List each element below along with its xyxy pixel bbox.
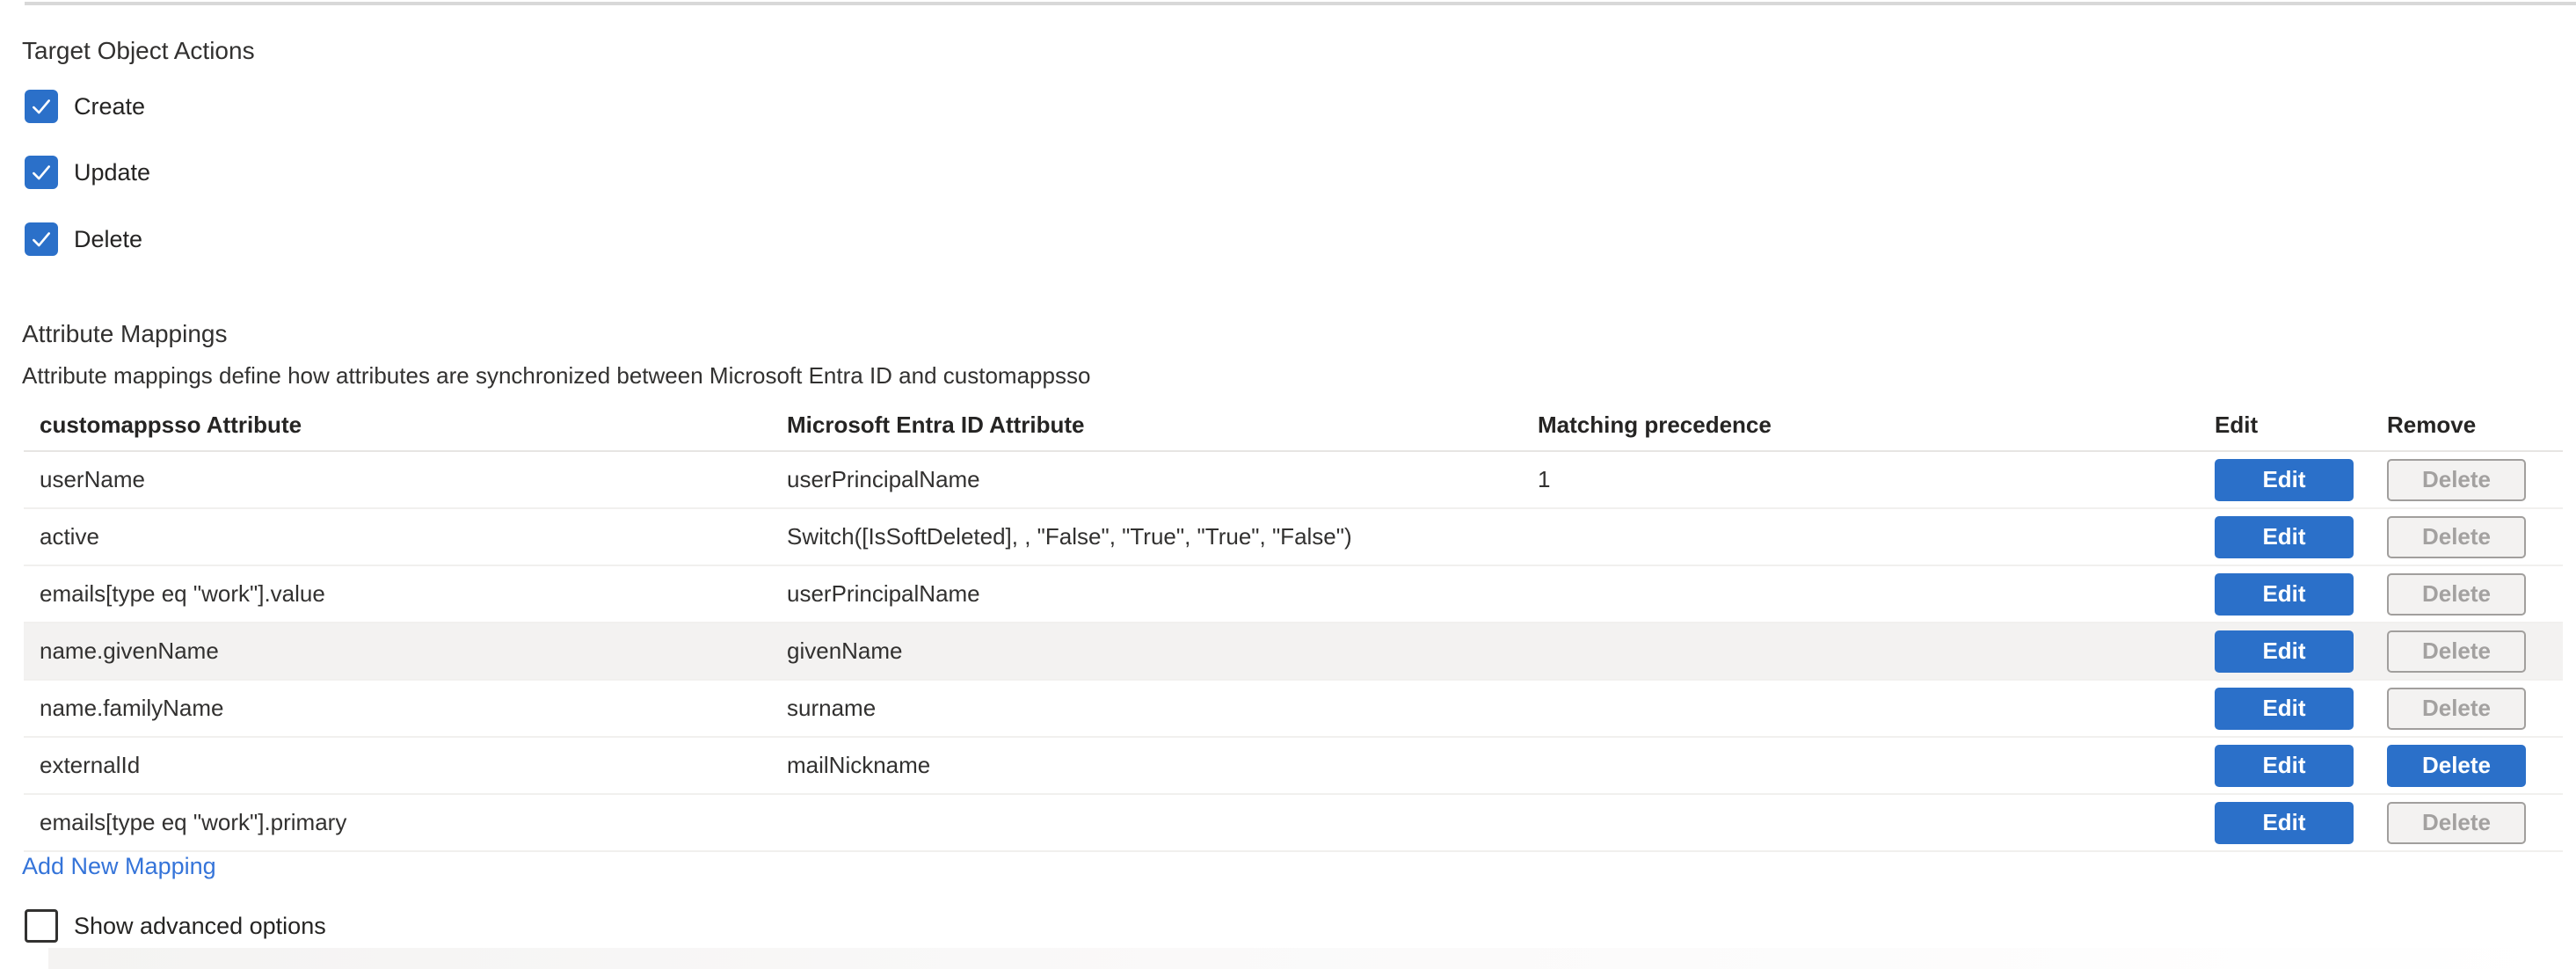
app-attribute-cell: emails[type eq "work"].value: [40, 580, 325, 607]
entra-attribute-cell: userPrincipalName: [787, 466, 980, 492]
delete-button: Delete: [2387, 688, 2526, 730]
column-header-app-attribute: customappsso Attribute: [40, 411, 302, 438]
top-divider: [25, 2, 2576, 5]
target-object-actions-title: Target Object Actions: [22, 37, 255, 64]
column-header-matching-precedence: Matching precedence: [1538, 411, 1772, 438]
edit-button[interactable]: Edit: [2215, 516, 2354, 558]
table-row[interactable]: [24, 795, 2563, 852]
edit-button[interactable]: Edit: [2215, 630, 2354, 673]
app-attribute-cell: externalId: [40, 752, 141, 778]
edit-button[interactable]: Edit: [2215, 745, 2354, 787]
checkbox-update[interactable]: [25, 156, 150, 189]
checkbox-delete[interactable]: [25, 222, 142, 256]
column-header-remove: Remove: [2387, 411, 2477, 438]
show-advanced-options-checkbox[interactable]: [25, 909, 58, 943]
edit-button[interactable]: Edit: [2215, 688, 2354, 730]
table-row[interactable]: [24, 738, 2563, 795]
delete-button: Delete: [2387, 516, 2526, 558]
app-attribute-cell: userName: [40, 466, 145, 492]
entra-attribute-cell: surname: [787, 695, 877, 721]
attribute-mappings-table: [24, 399, 2563, 852]
attribute-mappings-title: Attribute Mappings: [22, 320, 228, 347]
table-row[interactable]: [24, 566, 2563, 623]
column-header-edit: Edit: [2215, 411, 2259, 438]
delete-button: Delete: [2387, 630, 2526, 673]
checkbox-label: Create: [74, 92, 146, 120]
checkbox-create[interactable]: [25, 90, 145, 123]
entra-attribute-cell: givenName: [787, 638, 903, 664]
edit-button[interactable]: Edit: [2215, 459, 2354, 501]
edit-button[interactable]: Edit: [2215, 573, 2354, 616]
matching-precedence-cell: 1: [1538, 466, 1551, 492]
entra-attribute-cell: userPrincipalName: [787, 580, 980, 607]
update-checkbox[interactable]: [25, 156, 58, 189]
table-header-row: [24, 399, 2563, 452]
edit-button[interactable]: Edit: [2215, 802, 2354, 844]
entra-attribute-cell: Switch([IsSoftDeleted], , "False", "True", "True", "False"): [787, 523, 1352, 550]
app-attribute-cell: name.familyName: [40, 695, 224, 721]
checkbox-label: Show advanced options: [74, 912, 326, 939]
app-attribute-cell: emails[type eq "work"].primary: [40, 809, 347, 835]
add-new-mapping-link[interactable]: Add New Mapping: [22, 853, 216, 879]
table-row[interactable]: [24, 452, 2563, 509]
column-header-entra-attribute: Microsoft Entra ID Attribute: [787, 411, 1085, 438]
entra-attribute-cell: mailNickname: [787, 752, 931, 778]
bottom-shade: [48, 948, 2576, 969]
table-row[interactable]: [24, 509, 2563, 566]
app-attribute-cell: name.givenName: [40, 638, 219, 664]
delete-button: Delete: [2387, 802, 2526, 844]
checkmark-icon: [30, 228, 53, 251]
delete-button[interactable]: Delete: [2387, 745, 2526, 787]
show-advanced-options-checkbox-row[interactable]: [25, 909, 326, 943]
delete-checkbox[interactable]: [25, 222, 58, 256]
checkbox-label: Update: [74, 158, 151, 186]
delete-button: Delete: [2387, 573, 2526, 616]
checkmark-icon: [30, 161, 53, 184]
table-row[interactable]: [24, 681, 2563, 738]
checkmark-icon: [30, 95, 53, 118]
table-row[interactable]: [24, 623, 2563, 681]
checkbox-label: Delete: [74, 225, 143, 252]
app-attribute-cell: active: [40, 523, 99, 550]
create-checkbox[interactable]: [25, 90, 58, 123]
attribute-mappings-description: Attribute mappings define how attributes are synchronized between Microsoft Entra ID and customappsso: [22, 362, 1091, 389]
delete-button: Delete: [2387, 459, 2526, 501]
